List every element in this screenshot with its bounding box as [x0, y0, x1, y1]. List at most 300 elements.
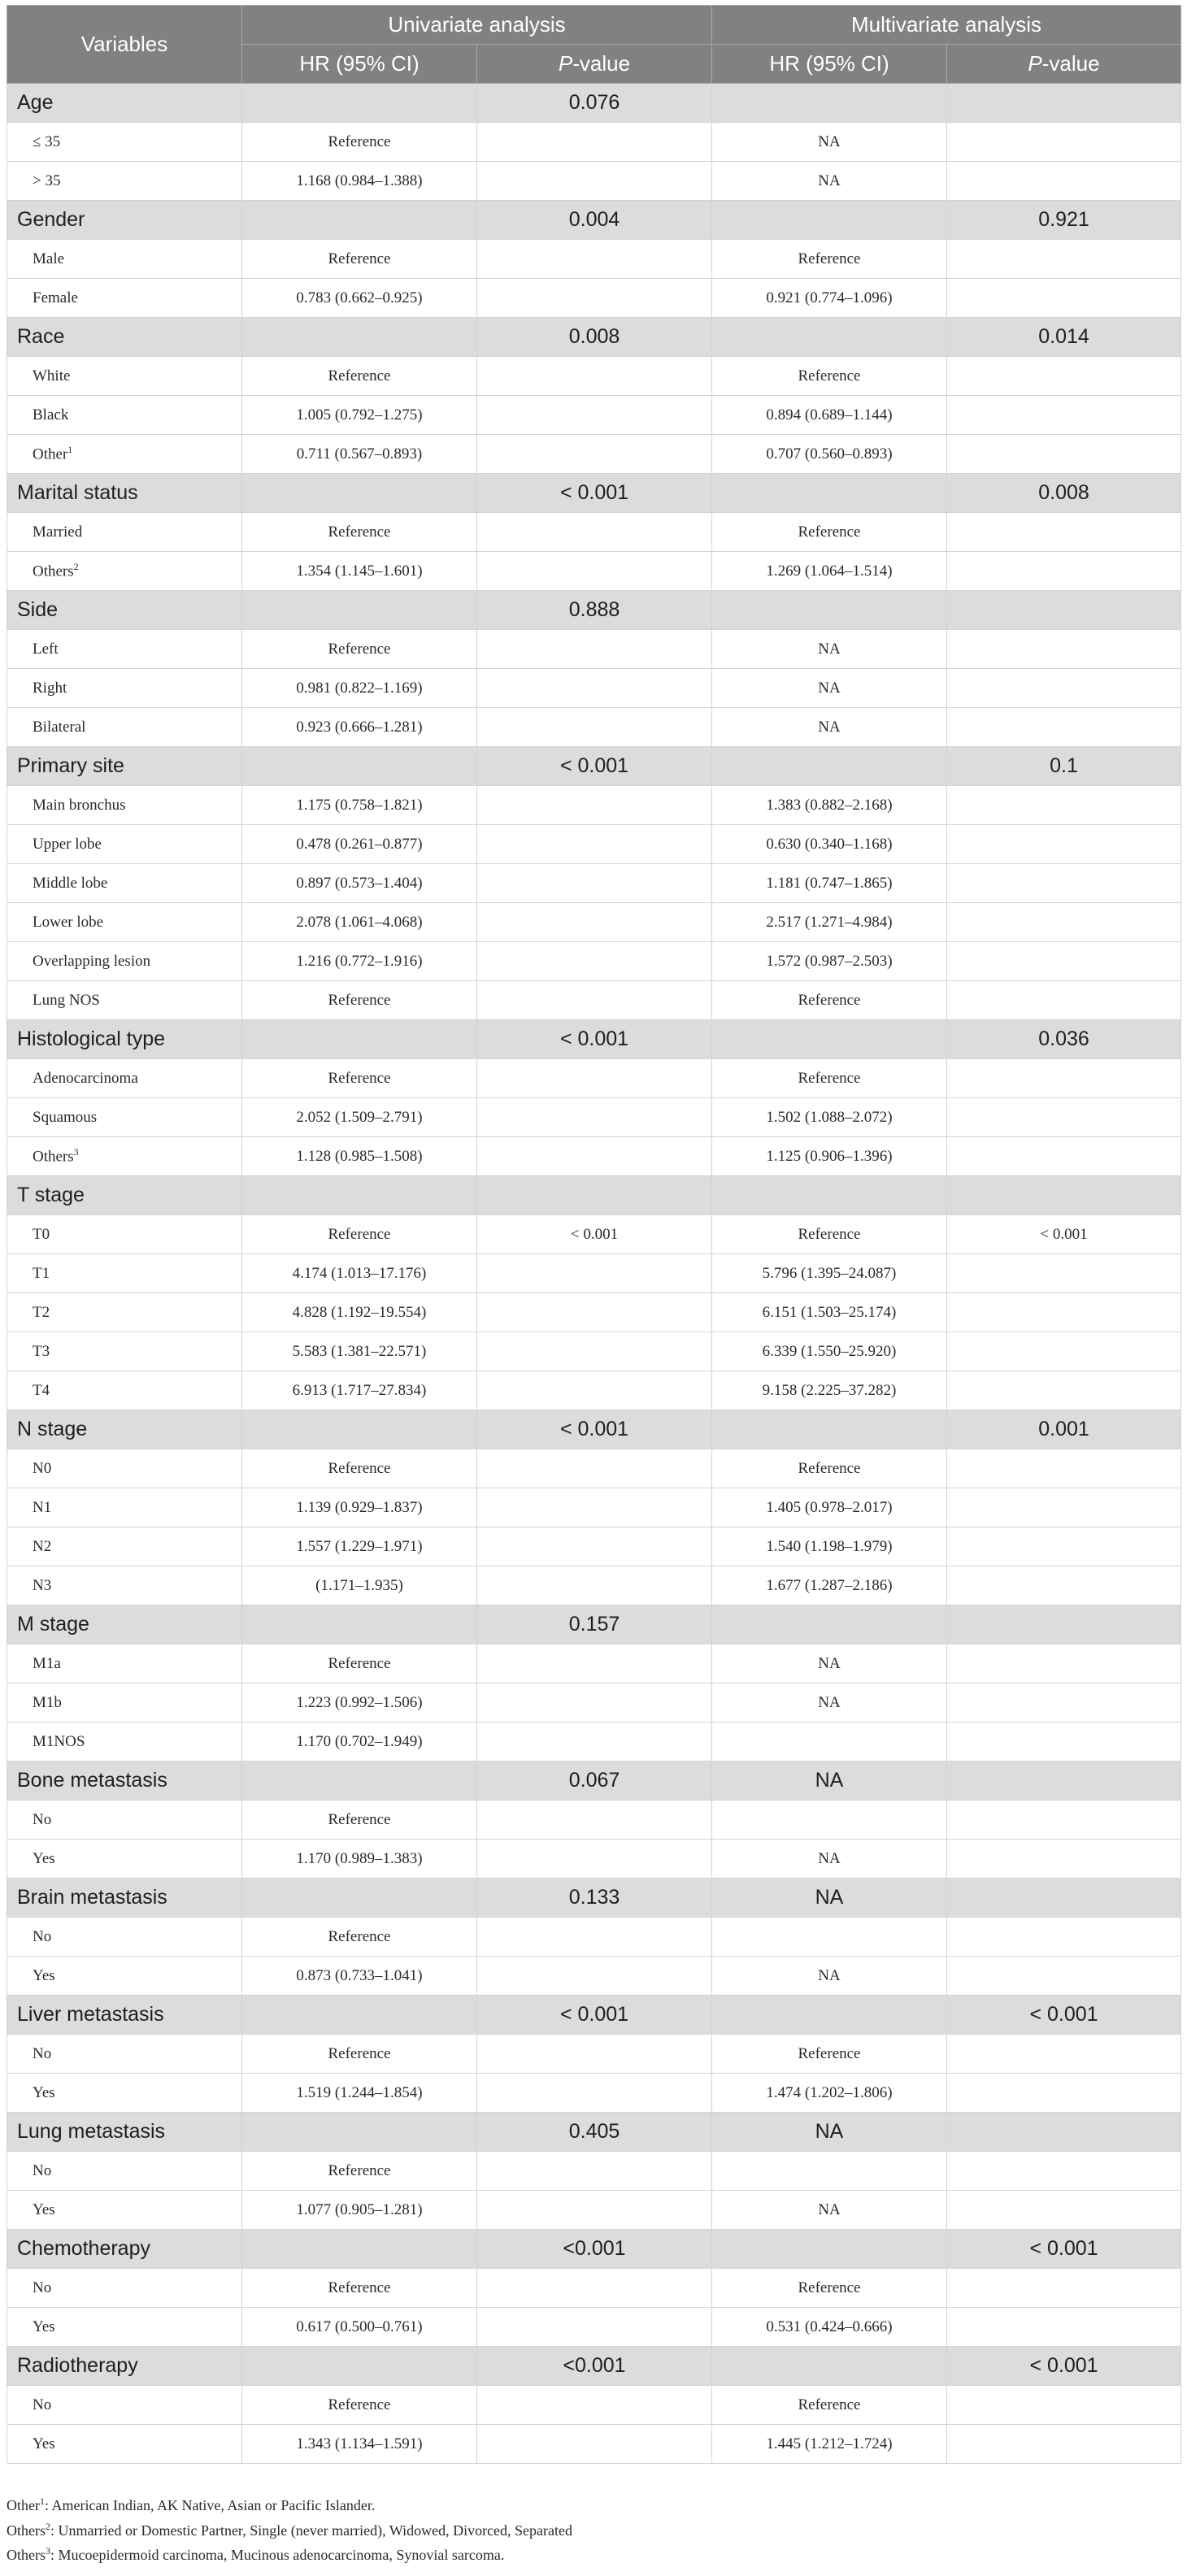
table-row: [7, 1683, 1181, 1722]
section-label: [7, 2230, 242, 2269]
cell-multi-p: [947, 1761, 1181, 1801]
cell-uni-p: [477, 513, 712, 552]
label-text: M1NOS: [33, 1732, 85, 1750]
cell-uni-p: [477, 123, 712, 162]
label-text: Others: [33, 563, 74, 580]
label-text: M1b: [33, 1693, 62, 1711]
row-label: [7, 1449, 242, 1488]
cell-uni-p: [477, 1957, 712, 1996]
header-uni-p: [477, 45, 712, 84]
label-text: No: [33, 2161, 52, 2179]
footnotes: [7, 2491, 572, 2566]
cell-multi-hr: [712, 1605, 947, 1644]
cell-multi-hr: [712, 2347, 947, 2386]
label-text: Married: [33, 523, 83, 541]
row-label: [7, 1644, 242, 1683]
cell-uni-hr: 0.923 (0.666–1.281): [242, 708, 477, 747]
cell-multi-p: [947, 123, 1181, 162]
cell-uni-p: < 0.001: [477, 1410, 712, 1449]
row-label: [7, 1137, 242, 1176]
table-row: [7, 825, 1181, 864]
table-section-row: [7, 474, 1181, 513]
cell-uni-p: [477, 1488, 712, 1527]
cell-multi-hr: 0.707 (0.560–0.893): [712, 435, 947, 474]
label-text: Yes: [33, 1849, 55, 1867]
cell-uni-p: [477, 630, 712, 669]
cell-multi-hr: [712, 1176, 947, 1215]
label-text: Liver metastasis: [17, 2003, 164, 2026]
cell-multi-hr: NA: [712, 1957, 947, 1996]
cell-uni-p: 0.133: [477, 1879, 712, 1918]
cell-multi-hr: [712, 2230, 947, 2269]
cell-multi-hr: Reference: [712, 357, 947, 396]
cell-multi-p: [947, 591, 1181, 630]
cell-uni-p: [477, 942, 712, 981]
label-text: Overlapping lesion: [33, 952, 151, 970]
cell-uni-hr: 5.583 (1.381–22.571): [242, 1332, 477, 1371]
cell-uni-p: [477, 435, 712, 474]
table-section-row: [7, 1410, 1181, 1449]
cell-multi-p: [947, 162, 1181, 201]
label-text: M1a: [33, 1654, 61, 1672]
row-label: [7, 240, 242, 279]
cell-uni-hr: [242, 1879, 477, 1918]
cell-multi-p: [947, 1840, 1181, 1879]
label-text: Other: [33, 445, 68, 463]
cell-multi-p: [947, 1137, 1181, 1176]
row-label: [7, 2269, 242, 2308]
label-text: Chemotherapy: [17, 2237, 150, 2260]
cell-multi-p: [947, 513, 1181, 552]
cell-multi-hr: [712, 591, 947, 630]
row-label: [7, 1957, 242, 1996]
cell-uni-p: [477, 2269, 712, 2308]
label-text: Lung NOS: [33, 991, 100, 1009]
table-row: [7, 1801, 1181, 1840]
row-label: [7, 1840, 242, 1879]
cell-multi-p: 0.008: [947, 474, 1181, 513]
hazard-ratio-table: [7, 5, 1181, 2464]
cell-multi-hr: 6.151 (1.503–25.174): [712, 1293, 947, 1332]
cell-multi-p: 0.014: [947, 318, 1181, 357]
cell-uni-p: 0.157: [477, 1605, 712, 1644]
cell-uni-hr: 1.216 (0.772–1.916): [242, 942, 477, 981]
label-text: Marital status: [17, 481, 138, 504]
table-row: [7, 240, 1181, 279]
label-text: N1: [33, 1498, 52, 1516]
row-label: [7, 1254, 242, 1293]
cell-uni-p: [477, 903, 712, 942]
cell-uni-p: 0.405: [477, 2113, 712, 2152]
cell-multi-p: [947, 2113, 1181, 2152]
row-label: [7, 1215, 242, 1254]
cell-uni-hr: 4.174 (1.013–17.176): [242, 1254, 477, 1293]
header-p-italic: P: [1028, 51, 1042, 76]
cell-uni-p: [477, 1644, 712, 1683]
cell-multi-hr: 0.894 (0.689–1.144): [712, 396, 947, 435]
cell-uni-p: [477, 240, 712, 279]
footnote-text: : Unmarried or Domestic Partner, Single (never married), Widowed, Divorced, Separated: [50, 2522, 573, 2539]
table-row: [7, 2191, 1181, 2230]
label-text: No: [33, 1927, 52, 1945]
cell-multi-hr: [712, 1020, 947, 1059]
row-label: [7, 1059, 242, 1098]
cell-multi-hr: NA: [712, 1879, 947, 1918]
row-label: [7, 1801, 242, 1840]
table-row: [7, 1215, 1181, 1254]
cell-uni-p: [477, 1801, 712, 1840]
row-label: [7, 903, 242, 942]
cell-multi-p: 0.036: [947, 1020, 1181, 1059]
footnote-label: Others: [7, 2547, 46, 2563]
cell-uni-hr: 1.005 (0.792–1.275): [242, 396, 477, 435]
cell-uni-p: 0.004: [477, 201, 712, 240]
cell-multi-p: [947, 84, 1181, 123]
section-label: [7, 318, 242, 357]
cell-multi-p: [947, 357, 1181, 396]
cell-multi-hr: 1.405 (0.978–2.017): [712, 1488, 947, 1527]
cell-multi-p: [947, 903, 1181, 942]
section-label: [7, 84, 242, 123]
table-section-row: [7, 2230, 1181, 2269]
cell-multi-hr: NA: [712, 669, 947, 708]
cell-uni-p: [477, 708, 712, 747]
cell-uni-hr: Reference: [242, 2035, 477, 2074]
label-text: Yes: [33, 2435, 55, 2452]
table-row: [7, 2386, 1181, 2425]
cell-uni-p: [477, 669, 712, 708]
table-row: [7, 1527, 1181, 1566]
cell-multi-hr: Reference: [712, 981, 947, 1020]
cell-multi-hr: [712, 1801, 947, 1840]
cell-uni-p: [477, 2308, 712, 2347]
cell-multi-p: [947, 708, 1181, 747]
label-text: Bone metastasis: [17, 1769, 167, 1792]
label-text: Male: [33, 250, 65, 267]
cell-uni-hr: (1.171–1.935): [242, 1566, 477, 1605]
row-label: [7, 630, 242, 669]
table-row: [7, 903, 1181, 942]
cell-uni-hr: Reference: [242, 981, 477, 1020]
table-row: [7, 2308, 1181, 2347]
cell-uni-p: 0.888: [477, 591, 712, 630]
row-label: [7, 2152, 242, 2191]
label-text: Lower lobe: [33, 913, 104, 931]
cell-multi-hr: 0.630 (0.340–1.168): [712, 825, 947, 864]
cell-uni-p: 0.076: [477, 84, 712, 123]
table-row: [7, 1371, 1181, 1410]
table-section-row: [7, 591, 1181, 630]
cell-multi-p: [947, 1605, 1181, 1644]
table-row: [7, 1098, 1181, 1137]
label-text: Radiotherapy: [17, 2354, 138, 2377]
cell-uni-p: [477, 2152, 712, 2191]
cell-multi-p: 0.1: [947, 747, 1181, 786]
cell-multi-p: < 0.001: [947, 2347, 1181, 2386]
label-text: Yes: [33, 2200, 55, 2218]
cell-uni-p: [477, 2386, 712, 2425]
cell-multi-hr: 1.572 (0.987–2.503): [712, 942, 947, 981]
cell-multi-p: [947, 1449, 1181, 1488]
table-row: [7, 630, 1181, 669]
cell-multi-hr: [712, 84, 947, 123]
cell-uni-hr: Reference: [242, 630, 477, 669]
row-label: [7, 669, 242, 708]
cell-multi-hr: 9.158 (2.225–37.282): [712, 1371, 947, 1410]
section-label: [7, 591, 242, 630]
cell-uni-hr: 1.077 (0.905–1.281): [242, 2191, 477, 2230]
cell-uni-p: [477, 1137, 712, 1176]
table-row: [7, 279, 1181, 318]
cell-multi-hr: 1.383 (0.882–2.168): [712, 786, 947, 825]
cell-uni-hr: Reference: [242, 1215, 477, 1254]
cell-multi-p: [947, 1683, 1181, 1722]
footnote-marker: 2: [73, 561, 79, 573]
cell-multi-hr: 1.181 (0.747–1.865): [712, 864, 947, 903]
cell-uni-hr: [242, 1176, 477, 1215]
cell-multi-p: [947, 2074, 1181, 2113]
table-row: [7, 1449, 1181, 1488]
cell-uni-p: <0.001: [477, 2347, 712, 2386]
section-label: [7, 1176, 242, 1215]
section-label: [7, 2113, 242, 2152]
cell-multi-p: [947, 1527, 1181, 1566]
table-row: [7, 435, 1181, 474]
cell-multi-p: [947, 1176, 1181, 1215]
label-text: T1: [33, 1264, 50, 1282]
cell-uni-p: [477, 1683, 712, 1722]
label-text: No: [33, 2396, 52, 2413]
header-p-italic: P: [558, 51, 573, 76]
row-label: [7, 2425, 242, 2464]
cell-multi-p: [947, 864, 1181, 903]
table-row: [7, 786, 1181, 825]
cell-uni-p: < 0.001: [477, 1215, 712, 1254]
label-text: T4: [33, 1381, 50, 1399]
cell-uni-p: [477, 2074, 712, 2113]
label-text: T0: [33, 1225, 50, 1243]
cell-multi-hr: [712, 474, 947, 513]
table-section-row: [7, 1176, 1181, 1215]
label-text: Left: [33, 640, 59, 658]
cell-uni-p: [477, 1371, 712, 1410]
table-row: [7, 2269, 1181, 2308]
row-label: [7, 2035, 242, 2074]
cell-multi-p: [947, 1566, 1181, 1605]
table-row: [7, 162, 1181, 201]
cell-multi-hr: NA: [712, 1840, 947, 1879]
cell-uni-p: < 0.001: [477, 747, 712, 786]
section-label: [7, 747, 242, 786]
cell-multi-p: < 0.001: [947, 2230, 1181, 2269]
cell-multi-p: [947, 786, 1181, 825]
cell-uni-hr: [242, 1996, 477, 2035]
cell-uni-p: [477, 552, 712, 591]
table-row: [7, 1059, 1181, 1098]
cell-uni-p: [477, 825, 712, 864]
cell-uni-hr: Reference: [242, 123, 477, 162]
cell-uni-hr: 0.711 (0.567–0.893): [242, 435, 477, 474]
label-text: ≤ 35: [33, 132, 61, 150]
cell-multi-p: [947, 1371, 1181, 1410]
table-row: [7, 552, 1181, 591]
cell-uni-p: [477, 1566, 712, 1605]
cell-uni-hr: 1.557 (1.229–1.971): [242, 1527, 477, 1566]
row-label: [7, 1332, 242, 1371]
cell-multi-hr: [712, 1722, 947, 1761]
cell-multi-p: [947, 2386, 1181, 2425]
table-section-row: [7, 1761, 1181, 1801]
row-label: [7, 1293, 242, 1332]
cell-uni-hr: 1.519 (1.244–1.854): [242, 2074, 477, 2113]
label-text: > 35: [33, 172, 61, 189]
cell-multi-hr: [712, 2152, 947, 2191]
cell-multi-hr: 1.540 (1.198–1.979): [712, 1527, 947, 1566]
cell-multi-hr: NA: [712, 1644, 947, 1683]
cell-uni-p: [477, 357, 712, 396]
label-text: Adenocarcinoma: [33, 1069, 138, 1087]
table-container: [7, 5, 1180, 2464]
row-label: [7, 1683, 242, 1722]
table-row: [7, 981, 1181, 1020]
row-label: [7, 162, 242, 201]
footnote-text: : American Indian, AK Native, Asian or Pacific Islander.: [44, 2497, 376, 2513]
label-text: No: [33, 2044, 52, 2062]
table-row: [7, 1137, 1181, 1176]
header-p-rest: -value: [572, 51, 631, 76]
label-text: Bilateral: [33, 718, 86, 736]
header-multi-p: [947, 45, 1181, 84]
cell-multi-p: < 0.001: [947, 1996, 1181, 2035]
table-section-row: [7, 1879, 1181, 1918]
cell-uni-hr: 1.223 (0.992–1.506): [242, 1683, 477, 1722]
cell-multi-p: [947, 2152, 1181, 2191]
row-label: [7, 1722, 242, 1761]
label-text: Middle lobe: [33, 874, 108, 892]
cell-multi-hr: [712, 318, 947, 357]
cell-uni-hr: [242, 318, 477, 357]
row-label: [7, 2386, 242, 2425]
cell-uni-p: < 0.001: [477, 1996, 712, 2035]
label-text: Black: [33, 406, 69, 424]
header-multivariate: Multivariate analysis: [712, 6, 1181, 45]
cell-multi-hr: Reference: [712, 1449, 947, 1488]
cell-multi-p: [947, 1098, 1181, 1137]
cell-uni-p: [477, 864, 712, 903]
cell-uni-hr: Reference: [242, 1918, 477, 1957]
cell-uni-p: [477, 1527, 712, 1566]
cell-multi-hr: 1.269 (1.064–1.514): [712, 552, 947, 591]
label-text: N stage: [17, 1418, 88, 1440]
label-text: Brain metastasis: [17, 1886, 167, 1909]
cell-multi-p: [947, 2425, 1181, 2464]
table-row: [7, 1488, 1181, 1527]
label-text: M stage: [17, 1613, 89, 1636]
table-row: [7, 2035, 1181, 2074]
cell-uni-hr: 1.354 (1.145–1.601): [242, 552, 477, 591]
label-text: Age: [17, 91, 54, 114]
cell-multi-hr: [712, 201, 947, 240]
cell-multi-p: 0.921: [947, 201, 1181, 240]
cell-multi-hr: Reference: [712, 2035, 947, 2074]
cell-uni-hr: [242, 2347, 477, 2386]
cell-multi-p: [947, 1918, 1181, 1957]
footnote: [7, 2541, 572, 2566]
table-row: [7, 708, 1181, 747]
cell-uni-hr: 2.078 (1.061–4.068): [242, 903, 477, 942]
cell-multi-p: [947, 1879, 1181, 1918]
cell-uni-hr: Reference: [242, 1059, 477, 1098]
section-label: [7, 1879, 242, 1918]
table-row: [7, 1918, 1181, 1957]
cell-uni-hr: Reference: [242, 2269, 477, 2308]
cell-uni-p: [477, 2035, 712, 2074]
footnote: [7, 2491, 572, 2517]
cell-multi-hr: NA: [712, 1683, 947, 1722]
section-label: [7, 1761, 242, 1801]
cell-multi-p: [947, 1644, 1181, 1683]
cell-uni-p: [477, 1059, 712, 1098]
cell-uni-hr: Reference: [242, 2386, 477, 2425]
cell-uni-p: [477, 981, 712, 1020]
row-label: [7, 279, 242, 318]
header-multi-hr: HR (95% CI): [712, 45, 947, 84]
cell-uni-p: [477, 1293, 712, 1332]
label-text: Upper lobe: [33, 835, 102, 853]
label-text: T stage: [17, 1184, 85, 1206]
cell-uni-hr: [242, 474, 477, 513]
cell-multi-hr: NA: [712, 708, 947, 747]
row-label: [7, 825, 242, 864]
cell-multi-p: [947, 2035, 1181, 2074]
cell-uni-p: [477, 2425, 712, 2464]
header-uni-hr: HR (95% CI): [242, 45, 477, 84]
table-body: [7, 84, 1181, 2464]
cell-multi-hr: Reference: [712, 513, 947, 552]
section-label: [7, 474, 242, 513]
label-text: Side: [17, 598, 59, 621]
cell-multi-p: [947, 1293, 1181, 1332]
cell-multi-hr: 0.921 (0.774–1.096): [712, 279, 947, 318]
table-section-row: [7, 1605, 1181, 1644]
cell-uni-p: [477, 2191, 712, 2230]
cell-multi-hr: [712, 747, 947, 786]
table-row: [7, 1840, 1181, 1879]
row-label: [7, 1527, 242, 1566]
cell-multi-hr: Reference: [712, 240, 947, 279]
cell-multi-p: [947, 2269, 1181, 2308]
row-label: [7, 942, 242, 981]
cell-uni-hr: [242, 1410, 477, 1449]
label-text: Yes: [33, 2083, 55, 2101]
table-row: [7, 1332, 1181, 1371]
label-text: Yes: [33, 1966, 55, 1984]
table-section-row: [7, 747, 1181, 786]
cell-uni-hr: 4.828 (1.192–19.554): [242, 1293, 477, 1332]
cell-multi-p: [947, 396, 1181, 435]
table-row: [7, 1293, 1181, 1332]
cell-uni-hr: 1.343 (1.134–1.591): [242, 2425, 477, 2464]
section-label: [7, 201, 242, 240]
row-label: [7, 2191, 242, 2230]
footnote-marker: 2: [46, 2520, 50, 2532]
label-text: No: [33, 2278, 52, 2296]
cell-multi-p: [947, 1488, 1181, 1527]
cell-multi-hr: NA: [712, 630, 947, 669]
cell-multi-p: [947, 942, 1181, 981]
cell-multi-p: [947, 1254, 1181, 1293]
cell-uni-hr: Reference: [242, 2152, 477, 2191]
